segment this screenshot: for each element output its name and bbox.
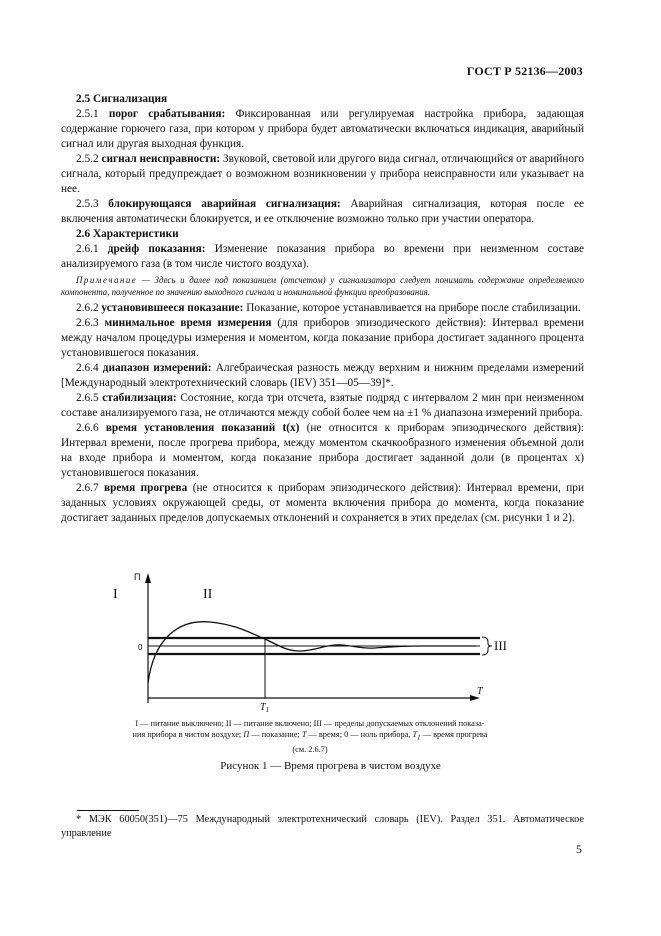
- clause-number: 2.6.4: [76, 362, 103, 374]
- definition: Состояние, когда три отсчета, взятые подряд с интервалом 2 мин при неизменном составе анализируемого газа, не отличаются между собой более чем на ±1 % диапазона измерений прибора.: [61, 392, 584, 419]
- footnote: [61, 813, 584, 841]
- definition: Показание, которое устанавливается на приборе после стабилизации.: [243, 302, 581, 314]
- t1-subscript: 1: [265, 706, 270, 714]
- clause-number: 2.5.1: [76, 108, 109, 120]
- clause-2-5-3: [61, 197, 584, 227]
- clause-2-6-2: [61, 301, 584, 316]
- figure-caption: Рисунок 1 — Время прогрева в чистом воздухе: [220, 760, 441, 772]
- footnote-rule: [77, 810, 139, 811]
- clause-2-6-6: [61, 421, 584, 481]
- legend-line-2c: — время; 0 — ноль прибора,: [308, 730, 411, 739]
- clause-2-5-2: [61, 152, 584, 197]
- origin-label: 0: [138, 643, 143, 652]
- legend-line-2d: — время прогрева: [422, 730, 488, 739]
- clause-2-6-7: [61, 481, 584, 526]
- definition: Аварийная сигнализация, которая после ее включения автоматически блокируется, и ее отключение возможно только при участии оператора.: [61, 198, 585, 225]
- y-axis-label: П: [134, 572, 141, 582]
- document-header: ГОСТ Р 52136—2003: [466, 64, 583, 78]
- term: минимальное время измерения: [104, 317, 272, 329]
- clause-2-5-1: [61, 107, 584, 152]
- label-power-on: II: [203, 587, 213, 602]
- clause-2-6-5: [61, 391, 584, 421]
- definition: (не относится к приборам эпизодического действия): Интервал времени, при заданных условиях окружающей среды, от момента включения прибора до момента, когда показание достигает заданных пределов допускаемых отклонений и сохраняется в этих пределах (см. рисунки 1 и 2).: [61, 482, 584, 524]
- legend-line-1: I — питание выключено; II — питание включено; III — пределы допускаемых отклонений показа-: [135, 719, 485, 728]
- legend-symbol-t: T: [301, 730, 307, 739]
- page-number: 5: [576, 844, 582, 856]
- note: [61, 274, 584, 298]
- clause-number: 2.5.2: [76, 153, 102, 165]
- clause-number: 2.5.3: [76, 198, 109, 210]
- label-power-off: I: [113, 587, 118, 602]
- clause-number: 2.6.1: [76, 243, 108, 255]
- legend-t1-sub: 1: [417, 734, 421, 742]
- tolerance-brace: [482, 637, 492, 655]
- section-heading-2-6: 2.6 Характеристики: [76, 228, 179, 240]
- clause-number: 2.6.7: [76, 482, 105, 494]
- term: порог срабатывания:: [108, 108, 226, 120]
- term: стабилизация:: [102, 392, 177, 404]
- term: время установления показаний t(x): [105, 422, 300, 434]
- y-axis-arrow: [145, 573, 151, 583]
- legend-symbol-p: П: [243, 730, 250, 739]
- warmup-figure: [90, 565, 530, 715]
- legend-line-2a: ния прибора в чистом воздухе;: [132, 730, 242, 739]
- clause-2-6-4: [61, 361, 584, 391]
- x-axis-label: T: [477, 686, 483, 697]
- footnote-mark: *: [76, 814, 82, 825]
- t1-label: [260, 702, 269, 714]
- definition: Звуковой, световой или другого вида сигнал, отличающийся от аварийного сигнала, который предупреждает о возможном возникновении у прибора неисправности или указывает на нее.: [61, 153, 585, 195]
- clause-number: 2.6.6: [76, 422, 106, 434]
- legend-symbol-t1: [412, 730, 421, 742]
- term: блокирующаяся аварийная сигнализация:: [108, 198, 341, 210]
- definition: (для приборов эпизодического действия): Интервал времени между началом процедуры измерения и моментом, когда показание прибора достигает заданного процента установившегося показания.: [61, 317, 585, 359]
- indication-curve: [148, 622, 476, 683]
- term: диапазон измерений:: [102, 362, 212, 374]
- definition: (не относится к приборам эпизодического действия): Интервал времени, после прогрева прибора, между моментом скачкообразного изменения объемной доли на входе прибора и моментом, когда показание прибора достигает заданной доли (в процентах x) установившегося показания.: [61, 422, 585, 479]
- main-content: [61, 92, 584, 526]
- term: сигнал неисправности:: [101, 153, 221, 165]
- term: время прогрева: [104, 482, 188, 494]
- definition: Изменение показания прибора во времени при неизменном составе анализируемого газа (в том числе чистого воздуха).: [61, 243, 584, 270]
- note-text: — Здесь и далее под показанием (отсчетом) у сигнализатора следует понимать содержание определяемого компонента, полученное по значению выходного сигнала и номинальной функции преобразования.: [61, 275, 584, 297]
- t1-main: T: [260, 702, 266, 713]
- legend-line-3: (см. 2.6.7): [292, 744, 328, 754]
- definition: Фиксированная или регулируемая настройка прибора, задающая содержание горючего газа, при котором у прибора будет автоматически включаться индикация, аварийный сигнал или другая выходная функция.: [61, 108, 584, 150]
- legend-t1-main: T: [412, 730, 418, 739]
- clause-number: 2.6.5: [76, 392, 103, 404]
- legend-line-2b: — показание;: [251, 730, 300, 739]
- note-label: Примечание: [76, 275, 138, 285]
- clause-number: 2.6.3: [76, 317, 105, 329]
- section-heading-2-5: 2.5 Сигнализация: [76, 93, 168, 105]
- clause-2-6-1: [61, 242, 584, 272]
- clause-2-6-3: [61, 316, 584, 361]
- figure-legend: [90, 718, 530, 755]
- footnote-text: МЭК 60050(351)—75 Международный электротехнический словарь (IEV). Раздел 351. Автоматическое управление: [61, 814, 584, 839]
- label-tolerance: III: [494, 638, 507, 653]
- clause-number: 2.6.2: [76, 302, 102, 314]
- definition: Алгебраическая разность между верхним и нижним пределами измерений [Международный электротехнический словарь (IEV) 351—05—39]*.: [61, 362, 584, 389]
- term: дрейф показания:: [107, 243, 206, 255]
- term: установившееся показание:: [101, 302, 244, 314]
